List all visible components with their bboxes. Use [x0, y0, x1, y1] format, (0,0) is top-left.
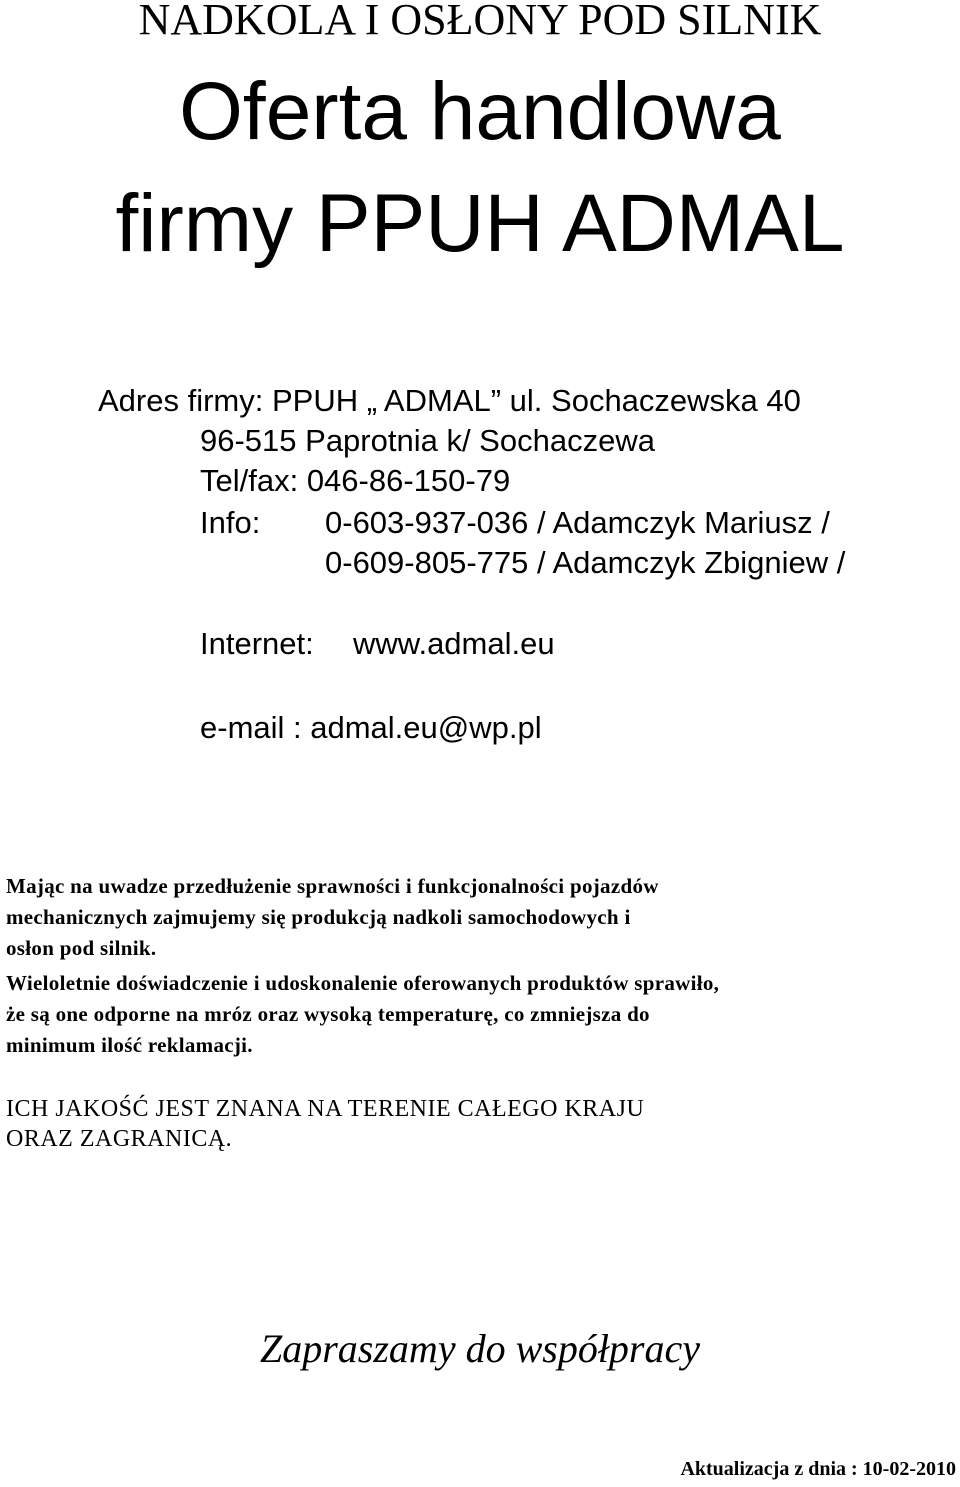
- description-paragraph-1: [6, 871, 946, 964]
- internet-label: Internet:: [200, 626, 314, 661]
- info-label: Info:: [200, 505, 261, 540]
- paragraph-line: Wieloletnie doświadczenie i udoskonalenie oferowanych produktów sprawiło,: [6, 971, 720, 995]
- website-link[interactable]: www.admal.eu: [353, 626, 555, 661]
- paragraph-line: Mając na uwadze przedłużenie sprawności i funkcjonalności pojazdów: [6, 874, 659, 898]
- invitation-text: Zapraszamy do współpracy: [259, 1326, 701, 1371]
- offer-title-line2: firmy PPUH ADMAL: [115, 178, 845, 269]
- company-address-line: Adres firmy: PPUH „ ADMAL” ul. Sochaczewska 40: [98, 383, 801, 418]
- paragraph-line: minimum ilość reklamacji.: [6, 1033, 253, 1057]
- description-paragraph-2: [6, 968, 946, 1061]
- paragraph-line: osłon pod silnik.: [6, 936, 157, 960]
- quality-line: ICH JAKOŚĆ JEST ZNANA NA TERENIE CAŁEGO KRAJU: [6, 1096, 645, 1122]
- paragraph-line: mechanicznych zajmujemy się produkcją nadkoli samochodowych i: [6, 905, 631, 929]
- paragraph-line: że są one odporne na mróz oraz wysoką temperaturę, co zmniejsza do: [6, 1002, 650, 1026]
- quality-line: ORAZ ZAGRANICĄ.: [6, 1126, 233, 1152]
- quality-statement: [6, 1094, 644, 1154]
- update-date: Aktualizacja z dnia : 10-02-2010: [680, 1458, 956, 1480]
- tel-fax-line: Tel/fax: 046-86-150-79: [200, 463, 511, 498]
- postal-line: 96-515 Paprotnia k/ Sochaczewa: [200, 423, 655, 458]
- info-contact-mariusz: 0-603-937-036 / Adamczyk Mariusz /: [325, 505, 830, 540]
- info-contact-zbigniew: 0-609-805-775 / Adamczyk Zbigniew /: [325, 545, 846, 580]
- banner-heading: NADKOLA I OSŁONY POD SILNIK: [138, 0, 822, 44]
- email-line[interactable]: e-mail : admal.eu@wp.pl: [200, 710, 542, 745]
- offer-title-line1: Oferta handlowa: [179, 66, 781, 157]
